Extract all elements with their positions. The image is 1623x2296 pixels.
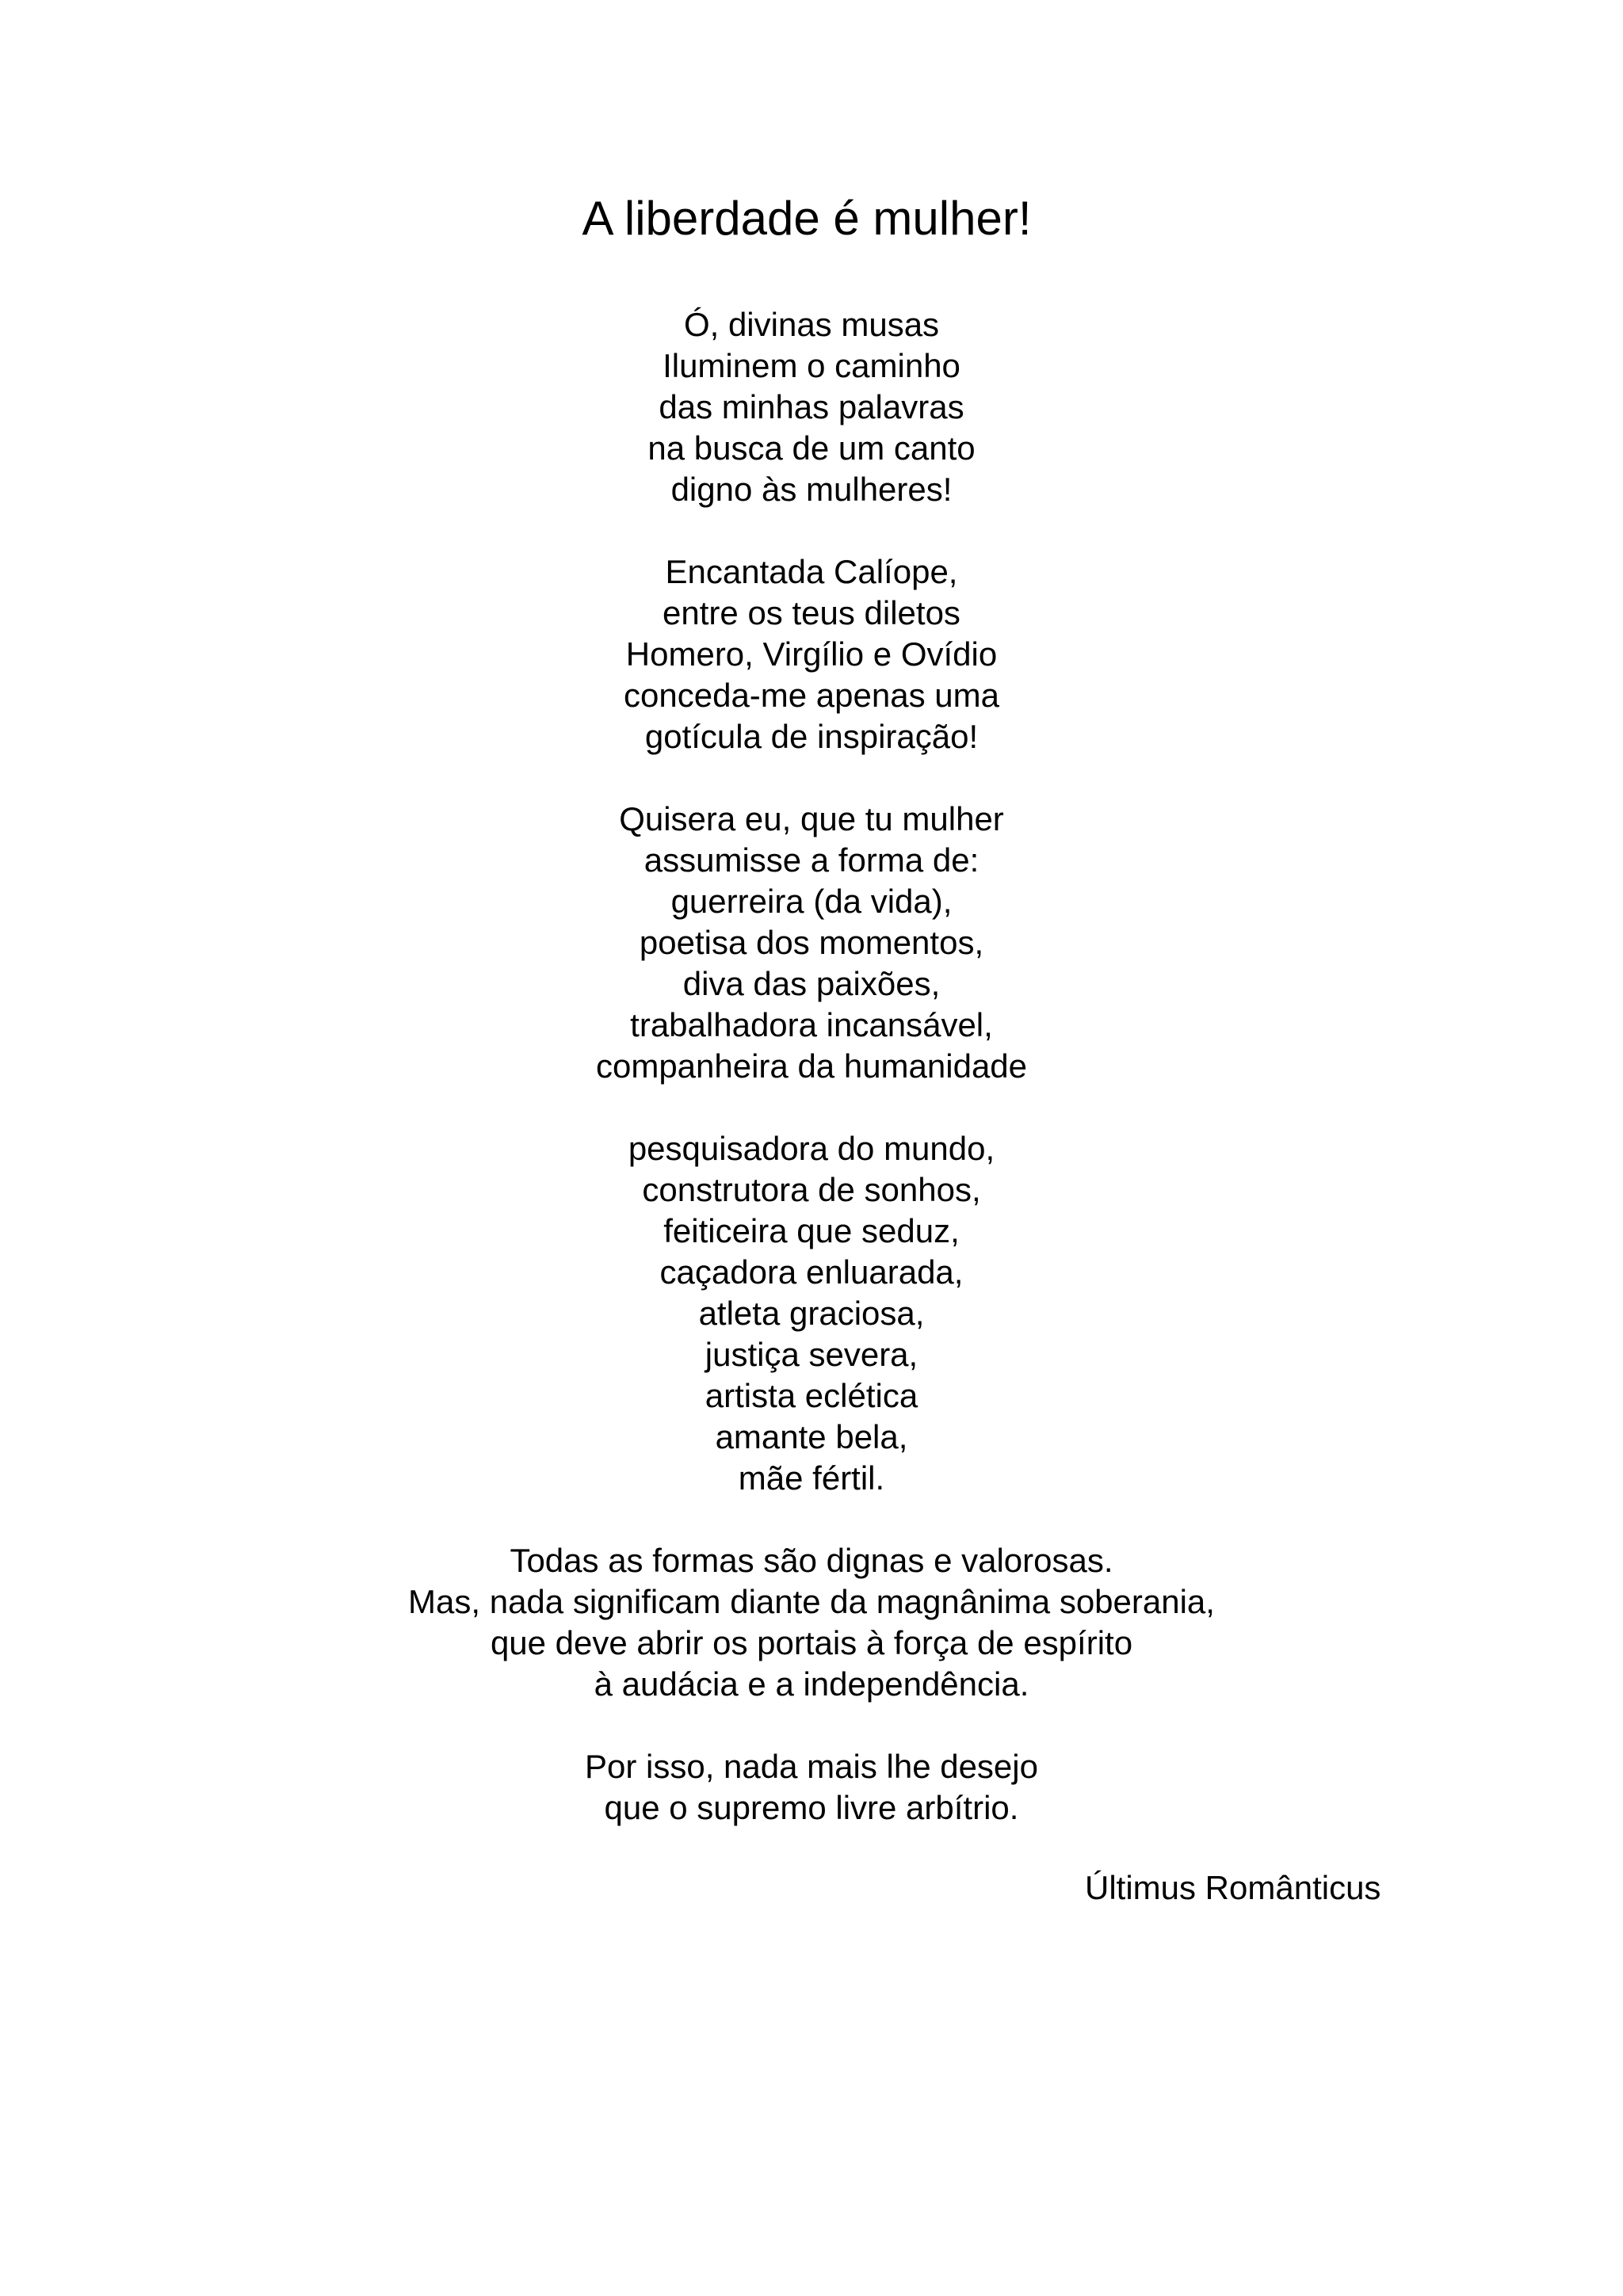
poem-line: entre os teus diletos: [663, 594, 960, 631]
poem-line: Ó, divinas musas: [683, 306, 940, 343]
stanza-6: [0, 1746, 1623, 1829]
poem-line: digno às mulheres!: [670, 471, 953, 508]
stanza-4: [0, 1128, 1623, 1499]
poem-line: Encantada Calíope,: [665, 553, 958, 590]
poem-line: guerreira (da vida),: [670, 883, 953, 920]
poem-line: Mas, nada significam diante da magnânima soberania,: [408, 1583, 1215, 1620]
poem-line: que o supremo livre arbítrio.: [604, 1789, 1019, 1826]
poem-line: Homero, Virgílio e Ovídio: [625, 635, 998, 673]
poem-line: diva das paixões,: [682, 965, 941, 1002]
stanza-2: [0, 551, 1623, 757]
poem-line: pesquisadora do mundo,: [628, 1130, 995, 1167]
poem-title: A liberdade é mulher!: [582, 192, 1032, 245]
poem-line: Iluminem o caminho: [663, 347, 960, 384]
poem-body: [0, 304, 1623, 1870]
poem-line: conceda-me apenas uma: [624, 677, 999, 714]
poem-line: artista eclética: [705, 1377, 918, 1414]
poem-line: mãe fértil.: [738, 1459, 885, 1497]
poem-line: atleta graciosa,: [698, 1295, 925, 1332]
poem-line: Por isso, nada mais lhe desejo: [585, 1748, 1038, 1785]
poem-line: à audácia e a independência.: [594, 1665, 1029, 1703]
poem-line: gotícula de inspiração!: [644, 718, 979, 755]
author-signature: Últimus Românticus: [1085, 1869, 1381, 1906]
poem-line: poetisa dos momentos,: [639, 924, 984, 961]
poem-line: amante bela,: [715, 1418, 908, 1455]
poem-line: justiça severa,: [705, 1336, 918, 1373]
poem-line: caçadora enluarada,: [659, 1253, 964, 1291]
poem-line: na busca de um canto: [647, 429, 976, 467]
poem-line: companheira da humanidade: [595, 1047, 1028, 1085]
stanza-3: [0, 799, 1623, 1087]
stanza-5: [0, 1540, 1623, 1705]
poem-line: das minhas palavras: [659, 388, 964, 425]
poem-line: Quisera eu, que tu mulher: [619, 800, 1004, 837]
stanza-1: [0, 304, 1623, 510]
poem-line: feiticeira que seduz,: [663, 1212, 960, 1249]
poem-line: assumisse a forma de:: [643, 841, 980, 879]
poem-line: Todas as formas são dignas e valorosas.: [510, 1542, 1113, 1579]
poem-line: que deve abrir os portais à força de espírito: [490, 1624, 1133, 1661]
poem-line: trabalhadora incansável,: [630, 1006, 993, 1043]
poem-line: construtora de sonhos,: [642, 1171, 981, 1208]
